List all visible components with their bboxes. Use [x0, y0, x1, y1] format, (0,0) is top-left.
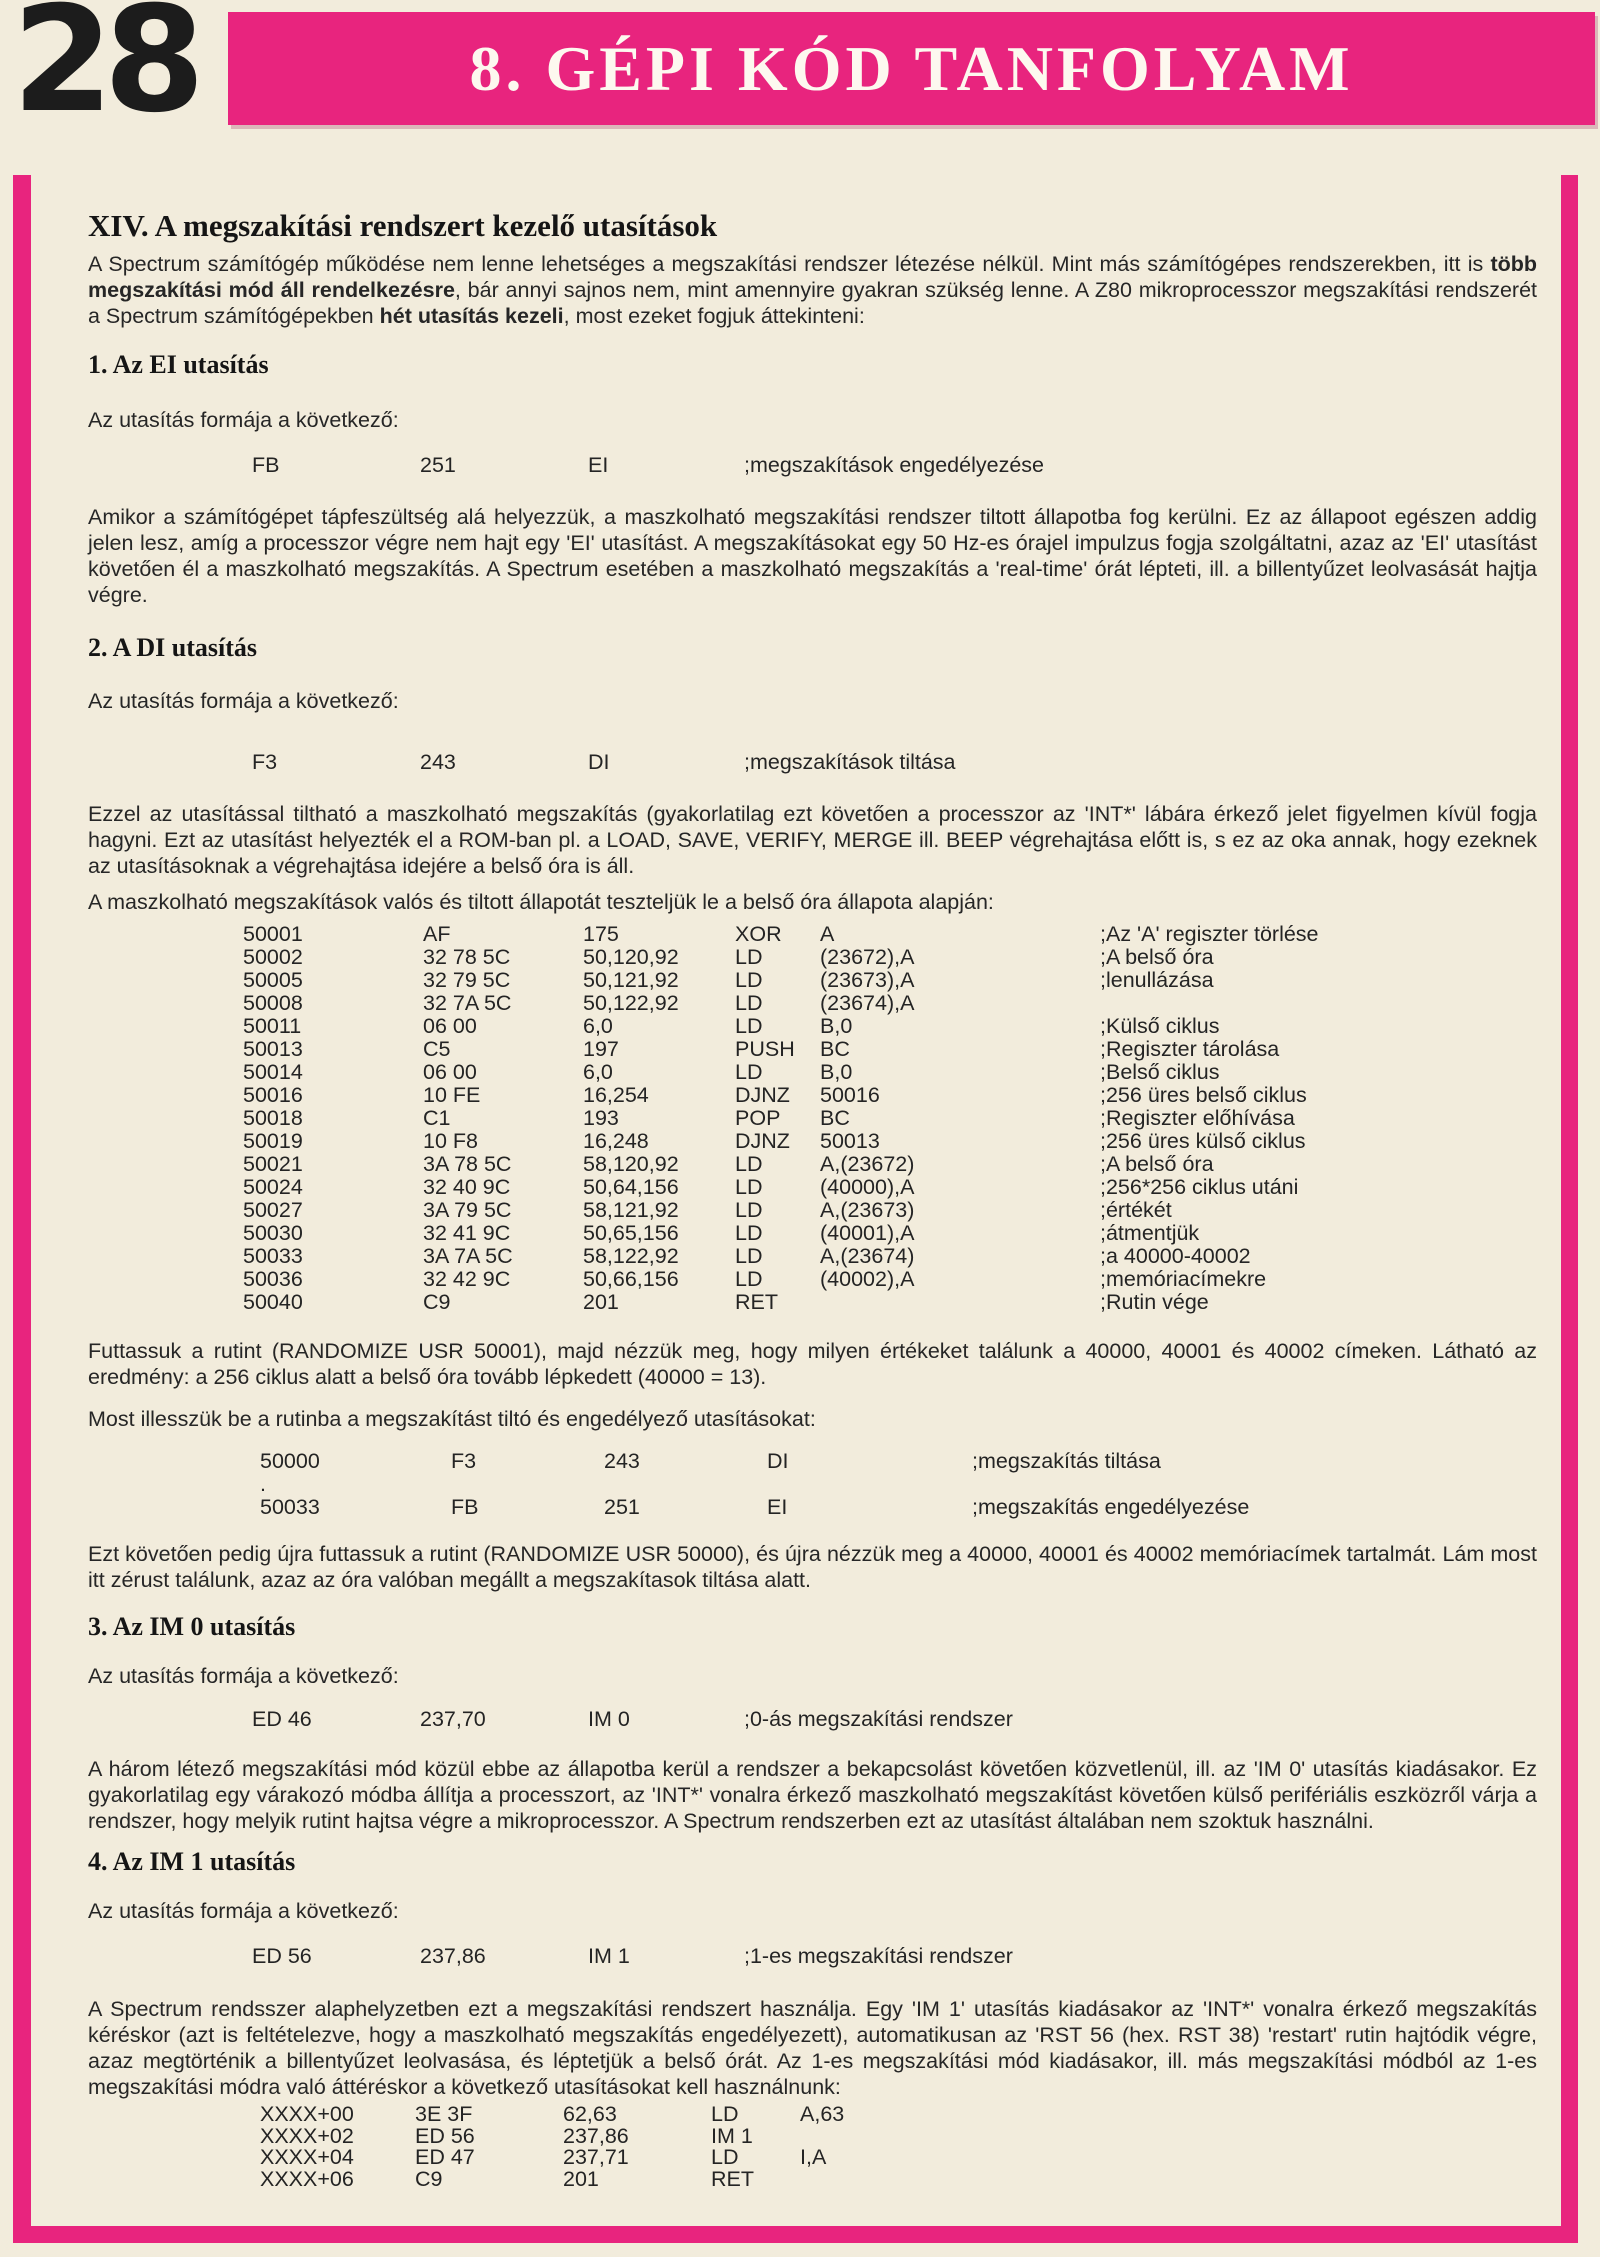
code-cell: 58,121,92 — [583, 1198, 679, 1222]
code-row — [243, 1038, 1537, 1061]
code-cell: ;Belső ciklus — [1100, 1060, 1220, 1084]
code-cell: 50040 — [243, 1290, 303, 1314]
paragraph-di: Ezzel az utasítással tiltható a maszkolható megszakítás (gyakorlatilag ezt követően a processzor az 'INT*' lábára érkező jelet figyelmen kívül fogja hagyni. Ezt az utasítást helyezték el a ROM-ban pl. a LOAD, SAVE, VERIFY, MERGE ill. BEEP végrehajtása előtt is, s ez az oka annak, hogy ezeknek az utasításoknak a végrehajtása idejére a belső óra is áll. — [88, 802, 1537, 878]
code-cell: ;A belső óra — [1100, 945, 1214, 969]
code-cell: ;átmentjük — [1100, 1221, 1200, 1245]
code-cell: (40001),A — [820, 1221, 915, 1245]
code-cell: ;256*256 ciklus utáni — [1100, 1175, 1299, 1199]
code-line-di — [252, 750, 1537, 775]
code-cell: 243 — [604, 1449, 640, 1473]
code-comment: ;megszakítások engedélyezése — [744, 453, 1044, 477]
code-cell: ;Rutin vége — [1100, 1290, 1209, 1314]
form-label: Az utasítás formája a következő: — [88, 408, 399, 432]
code-cell: XOR — [735, 922, 782, 946]
assembly-listing-patch — [260, 1450, 1537, 1519]
code-cell: ;lenullázása — [1100, 968, 1214, 992]
code-cell: ;értékét — [1100, 1198, 1172, 1222]
code-cell: IM 1 — [711, 2123, 753, 2148]
code-cell: 50000 — [260, 1449, 320, 1473]
code-cell — [820, 1291, 1100, 1314]
code-cell: A,(23674) — [820, 1244, 915, 1268]
code-row — [260, 1450, 1537, 1473]
code-cell: ;memóriacímekre — [1100, 1267, 1267, 1291]
code-row — [243, 1084, 1537, 1107]
code-row — [243, 1245, 1537, 1268]
code-cell: LD — [735, 1267, 763, 1291]
intro-text: A Spectrum számítógép működése nem lenne lehetséges a megszakítási rendszer létezése nélkül. Mint más számítógépes rendszerekben, itt is — [88, 252, 1491, 276]
intro-bold-1: több megszakítási mód áll rendelkezésre — [88, 252, 1537, 302]
code-cell: 3A 78 5C — [423, 1152, 512, 1176]
code-cell: DJNZ — [735, 1083, 790, 1107]
code-cell: 16,248 — [583, 1129, 649, 1153]
code-cell: 10 F8 — [423, 1129, 478, 1153]
code-cell: 201 — [563, 2166, 599, 2191]
code-cell: 06 00 — [423, 1014, 477, 1038]
code-row — [243, 1199, 1537, 1222]
code-cell: ;a 40000-40002 — [1100, 1244, 1251, 1268]
code-cell: ;256 üres belső ciklus — [1100, 1083, 1307, 1107]
code-cell — [767, 1473, 972, 1496]
section-heading-im0: 3. Az IM 0 utasítás — [88, 1612, 296, 1641]
code-cell: 50,64,156 — [583, 1175, 679, 1199]
code-cell: ;megszakítás engedélyezése — [972, 1495, 1250, 1519]
code-cell: BC — [820, 1037, 850, 1061]
code-cell: LD — [735, 1198, 763, 1222]
code-cell: (40002),A — [820, 1267, 915, 1291]
code-row — [243, 1107, 1537, 1130]
code-row — [243, 1130, 1537, 1153]
code-cell: 50011 — [243, 1014, 302, 1038]
code-row — [243, 1176, 1537, 1199]
code-cell: LD — [735, 991, 763, 1015]
code-cell: 175 — [583, 922, 619, 946]
code-row — [260, 1496, 1537, 1519]
code-cell: 50013 — [243, 1037, 303, 1061]
code-cell: 193 — [583, 1106, 619, 1130]
code-cell: (23673),A — [820, 968, 915, 992]
code-line-ei — [252, 453, 1537, 478]
code-mnemonic: DI — [588, 750, 610, 774]
code-cell — [451, 1473, 604, 1496]
code-cell: C5 — [423, 1037, 451, 1061]
code-row — [243, 1015, 1537, 1038]
code-cell: 58,120,92 — [583, 1152, 679, 1176]
code-cell: ;256 üres külső ciklus — [1100, 1129, 1306, 1153]
header-banner — [228, 12, 1595, 125]
paragraph-test-intro: A maszkolható megszakítások valós és tiltott állapotát teszteljük le a belső óra állapota alapján: — [88, 890, 994, 914]
code-hex: ED 56 — [252, 1944, 312, 1968]
code-cell: 32 7A 5C — [423, 991, 512, 1015]
code-cell: ;megszakítás tiltása — [972, 1449, 1161, 1473]
code-cell: 3A 7A 5C — [423, 1244, 513, 1268]
code-cell: 50014 — [243, 1060, 303, 1084]
code-comment: ;0-ás megszakítási rendszer — [744, 1707, 1013, 1731]
code-line-im1 — [252, 1944, 1537, 1969]
code-cell: 32 79 5C — [423, 968, 511, 992]
code-cell: 50033 — [260, 1495, 320, 1519]
code-cell: RET — [735, 1290, 778, 1314]
code-row — [243, 1222, 1537, 1245]
code-hex: ED 46 — [252, 1707, 312, 1731]
code-row — [260, 2123, 1537, 2148]
code-cell: C9 — [423, 1290, 451, 1314]
code-cell: LD — [711, 2145, 739, 2169]
code-cell: 50021 — [243, 1152, 303, 1176]
code-cell: 32 40 9C — [423, 1175, 511, 1199]
code-cell: 50018 — [243, 1106, 303, 1130]
code-cell: C9 — [415, 2166, 443, 2191]
code-row — [243, 1153, 1537, 1176]
code-dec: 243 — [420, 750, 456, 774]
code-cell: DJNZ — [735, 1129, 790, 1153]
paragraph-ei: Amikor a számítógépet tápfeszültség alá helyezzük, a maszkolható megszakítási rendszer tiltott állapotba fog kerülni. Ez az állapoot egészen addig jelen lesz, amíg a processzor végre nem hajt egy 'EI' utasítást. A megszakításokat egy 50 Hz-es órajel impulzus fogja szolgáltatni, azaz az 'EI' utasítást követően él a maszkolható megszakítás. A Spectrum esetében a maszkolható megszakítás a 'real-time' órát lépteti, ill. a billentyűzet leolvasását hajtja végre. — [88, 505, 1537, 607]
code-cell: 50027 — [243, 1198, 303, 1222]
code-cell: LD — [711, 2102, 739, 2126]
article — [88, 175, 1537, 2190]
code-cell: EI — [767, 1495, 788, 1519]
code-row — [260, 2104, 1537, 2126]
code-cell: XXXX+04 — [260, 2145, 354, 2169]
paragraph-im1: A Spectrum rendsszer alaphelyzetben ezt a megszakítási rendszert használja. Egy 'IM 1' utasítás kiadásakor az 'INT*' vonalra érkező megszakítás kéréskor (azt is feltételezve, hogy a maszkolható megszakítás engedélyezett), automatikusan az 'RST 56 (hex. RST 38) 'restart' rutin hajtódik végre, azaz megtörténik a billentyűzet leolvasása, és léptetjük a belső órát. Az 1-es megszakítási mód kiadásakor, ill. más megszakítási módból az 1-es megszakítási módra való áttéréskor a következő utasításokat kell használnunk: — [88, 1997, 1537, 2099]
code-cell: A — [820, 922, 835, 946]
section-heading-im1: 4. Az IM 1 utasítás — [88, 1847, 296, 1876]
intro-paragraph — [88, 251, 1537, 329]
code-cell: 50016 — [820, 1083, 880, 1107]
code-cell: 62,63 — [563, 2102, 617, 2126]
code-cell: ED 56 — [415, 2123, 475, 2148]
code-cell: FB — [451, 1495, 479, 1519]
code-cell: 50001 — [243, 922, 303, 946]
code-cell: LD — [735, 1060, 763, 1084]
section-heading-di: 2. A DI utasítás — [88, 633, 258, 662]
code-row — [243, 992, 1537, 1015]
code-cell: BC — [820, 1106, 850, 1130]
code-cell: LD — [735, 1152, 763, 1176]
code-cell — [800, 2126, 1537, 2148]
code-row — [243, 946, 1537, 969]
intro-text: , bár annyi sajnos nem, mint amennyire gyakran szükség lenne. A Z80 mikroprocesszor megszakítási rendszerét a Spectrum számítógépekben — [88, 278, 1538, 328]
code-comment: ;megszakítások tiltása — [744, 750, 956, 774]
code-cell: ;Regiszter előhívása — [1100, 1106, 1295, 1130]
code-cell: 197 — [583, 1037, 619, 1061]
code-cell: RET — [711, 2166, 754, 2191]
code-cell: 251 — [604, 1495, 640, 1519]
code-dec: 237,86 — [420, 1944, 486, 1968]
code-cell: LD — [735, 945, 763, 969]
assembly-listing-clock-test — [243, 923, 1537, 1314]
code-cell: XXXX+06 — [260, 2166, 354, 2191]
code-cell: LD — [735, 1221, 763, 1245]
code-row — [243, 923, 1537, 946]
code-cell: 06 00 — [423, 1060, 477, 1084]
code-cell: ;Az 'A' regiszter törlése — [1100, 922, 1319, 946]
paragraph-run: Futtassuk a rutint (RANDOMIZE USR 50001), majd nézzük meg, hogy milyen értékeket találunk a 40000, 40001 és 40002 címeken. Látható az eredmény: a 256 ciklus alatt a belső óra tovább lépkedett (40000 = 13). — [88, 1339, 1537, 1389]
code-cell: ;A belső óra — [1100, 1152, 1214, 1176]
paragraph-rerun: Ezt követően pedig újra futtassuk a rutint (RANDOMIZE USR 50000), és újra nézzük meg a 40000, 40001 és 40002 memóriacímek tartalmát. Lám most itt zérust találunk, azaz az óra valóban megállt a megszakítasok tiltása alatt. — [88, 1542, 1537, 1592]
code-cell: 50008 — [243, 991, 303, 1015]
code-cell: XXXX+02 — [260, 2123, 354, 2148]
code-cell: 50013 — [820, 1129, 880, 1153]
code-cell: 3E 3F — [415, 2102, 473, 2126]
code-cell: LD — [735, 968, 763, 992]
code-cell: 237,86 — [563, 2123, 629, 2148]
code-cell: 10 FE — [423, 1083, 481, 1107]
code-cell: 50005 — [243, 968, 303, 992]
intro-text: , most ezeket fogjuk áttekinteni: — [563, 304, 865, 328]
code-cell: 50002 — [243, 945, 303, 969]
code-cell: AF — [423, 922, 451, 946]
code-cell: 50030 — [243, 1221, 303, 1245]
code-comment: ;1-es megszakítási rendszer — [744, 1944, 1013, 1968]
page-number: 28 — [12, 0, 196, 145]
code-mnemonic: EI — [588, 453, 609, 477]
code-cell: 50,121,92 — [583, 968, 679, 992]
code-cell: I,A — [800, 2145, 827, 2169]
assembly-listing-im1-setup — [260, 2104, 1537, 2190]
code-hex: F3 — [252, 750, 278, 774]
intro-bold-2: hét utasítás kezeli — [379, 304, 564, 328]
code-cell — [604, 1473, 767, 1496]
code-cell: 50,120,92 — [583, 945, 679, 969]
code-hex: FB — [252, 453, 280, 477]
code-cell: . — [260, 1472, 266, 1496]
code-row — [243, 969, 1537, 992]
code-cell: 201 — [583, 1290, 619, 1314]
code-mnemonic: IM 1 — [588, 1944, 630, 1968]
code-cell — [972, 1473, 1537, 1496]
code-row — [243, 1061, 1537, 1084]
code-cell: 32 41 9C — [423, 1221, 511, 1245]
code-dec: 237,70 — [420, 1707, 486, 1731]
code-row — [243, 1291, 1537, 1314]
banner-title: 8. GÉPI KÓD TANFOLYAM — [469, 32, 1354, 104]
paragraph-im0: A három létező megszakítási mód közül ebbe az állapotba kerül a rendszer a bekapcsolást követően közvetlenül, ill. az 'IM 0' utasítás kiadásakor. Ez gyakorlatilag egy várakozó módba állítja a processzort, az 'INT*' vonalra érkező maszkolható megszakítást követően külső perifériális eszközről várja a rendszer, hogy melyik rutint hajtsa végre a mikroprocesszor. A Spectrum rendszerben ezt az utasítást általában nem szoktuk használni. — [88, 1757, 1537, 1833]
code-row — [260, 2166, 1537, 2191]
code-cell: 58,122,92 — [583, 1244, 679, 1268]
code-cell: 50,65,156 — [583, 1221, 679, 1245]
code-cell: 50036 — [243, 1267, 303, 1291]
code-cell — [800, 2169, 1537, 2191]
code-line-im0 — [252, 1707, 1537, 1732]
code-cell: (23674),A — [820, 991, 915, 1015]
code-cell: 32 42 9C — [423, 1267, 511, 1291]
code-cell: 50,66,156 — [583, 1267, 679, 1291]
code-cell: A,(23673) — [820, 1198, 915, 1222]
form-label: Az utasítás formája a következő: — [88, 1664, 399, 1688]
code-cell: 50019 — [243, 1129, 303, 1153]
code-row — [260, 2147, 1537, 2169]
code-cell: LD — [735, 1175, 763, 1199]
section-heading-ei: 1. Az EI utasítás — [88, 350, 269, 379]
form-label: Az utasítás formája a következő: — [88, 689, 399, 713]
code-cell: 6,0 — [583, 1014, 613, 1038]
code-dec: 251 — [420, 453, 456, 477]
code-cell: 32 78 5C — [423, 945, 511, 969]
code-cell: POP — [735, 1106, 781, 1130]
code-cell: 16,254 — [583, 1083, 649, 1107]
paragraph-insert: Most illesszük be a rutinba a megszakítást tiltó és engedélyező utasításokat: — [88, 1407, 816, 1431]
code-cell: 50016 — [243, 1083, 303, 1107]
code-cell: 50024 — [243, 1175, 303, 1199]
code-cell: ED 47 — [415, 2145, 475, 2169]
code-mnemonic: IM 0 — [588, 1707, 630, 1731]
code-cell: A,63 — [800, 2102, 845, 2126]
code-cell: 237,71 — [563, 2145, 629, 2169]
code-cell: B,0 — [820, 1014, 853, 1038]
code-cell: (23672),A — [820, 945, 915, 969]
code-cell — [1100, 992, 1537, 1015]
code-cell: F3 — [451, 1449, 477, 1473]
article-title: XIV. A megszakítási rendszert kezelő utasítások — [88, 208, 718, 243]
code-cell: LD — [735, 1244, 763, 1268]
code-row — [260, 1473, 1537, 1496]
code-row — [243, 1268, 1537, 1291]
code-cell: DI — [767, 1449, 789, 1473]
code-cell: C1 — [423, 1106, 451, 1130]
code-cell: (40000),A — [820, 1175, 915, 1199]
code-cell: A,(23672) — [820, 1152, 915, 1176]
code-cell: LD — [735, 1014, 763, 1038]
code-cell: PUSH — [735, 1037, 795, 1061]
code-cell: XXXX+00 — [260, 2102, 354, 2126]
code-cell: B,0 — [820, 1060, 853, 1084]
code-cell: ;Külső ciklus — [1100, 1014, 1220, 1038]
code-cell: ;Regiszter tárolása — [1100, 1037, 1280, 1061]
code-cell: 50,122,92 — [583, 991, 679, 1015]
code-cell: 3A 79 5C — [423, 1198, 512, 1222]
code-cell: 50033 — [243, 1244, 303, 1268]
code-cell: 6,0 — [583, 1060, 613, 1084]
form-label: Az utasítás formája a következő: — [88, 1899, 399, 1923]
